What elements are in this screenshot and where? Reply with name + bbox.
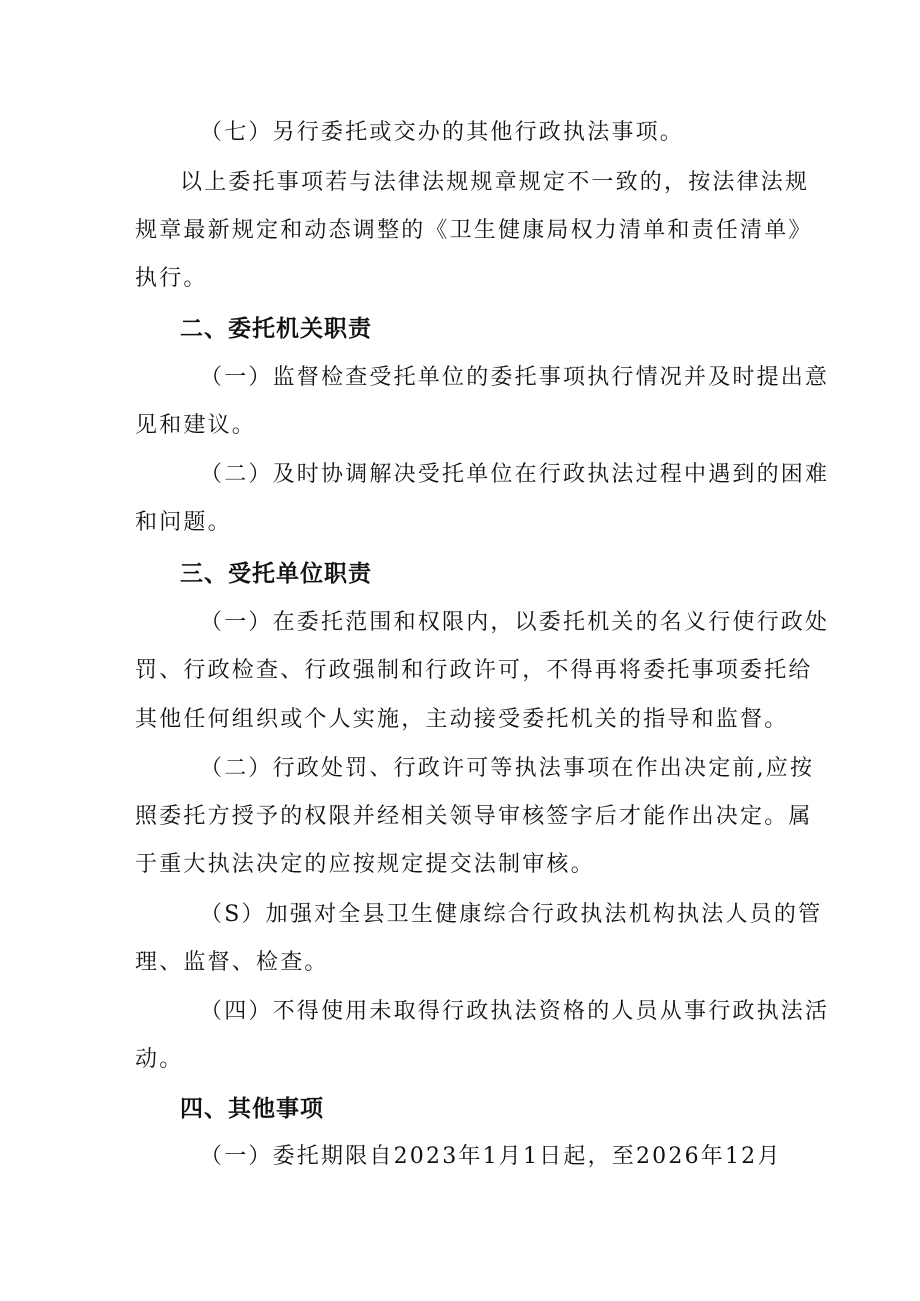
paragraph-line: 和问题。 — [135, 510, 232, 535]
paragraph-line: 照委托方授予的权限并经相关领导审核签字后才能作出决定。属 — [135, 804, 813, 829]
paragraph-line: 以上委托事项若与法律法规规章规定不一致的，按法律法规 — [180, 170, 810, 195]
paragraph-line: 罚、行政检查、行政强制和行政许可，不得再将委托事项委托给 — [135, 658, 813, 683]
paragraph-line: 规章最新规定和动态调整的《卫生健康局权力清单和责任清单》 — [135, 218, 813, 243]
paragraph-line: （一）委托期限自2023年1月1日起，至2026年12月 — [200, 1144, 782, 1169]
paragraph-item-seven: （七）另行委托或交办的其他行政执法事项。 — [200, 120, 685, 145]
paragraph-line: （二）及时协调解决受托单位在行政执法过程中遇到的困难 — [200, 462, 830, 487]
paragraph-line: 动。 — [135, 1047, 184, 1072]
paragraph-line: 理、监督、检查。 — [135, 950, 329, 975]
section-heading-3: 三、受托单位职责 — [180, 561, 372, 587]
section-heading-2: 二、委托机关职责 — [180, 316, 372, 342]
paragraph-line: （四）不得使用未取得行政执法资格的人员从事行政执法活 — [200, 999, 830, 1024]
paragraph-line: （二）行政处罚、行政许可等执法事项在作出决定前,应按 — [200, 756, 815, 781]
paragraph-line: 于重大执法决定的应按规定提交法制审核。 — [135, 852, 595, 877]
paragraph-line: 见和建议。 — [135, 413, 257, 438]
section-heading-4: 四、其他事项 — [180, 1096, 324, 1122]
paragraph-line: 其他任何组织或个人实施，主动接受委托机关的指导和监督。 — [135, 707, 789, 732]
paragraph-line: （S）加强对全县卫生健康综合行政执法机构执法人员的管 — [200, 902, 823, 927]
paragraph-line: （一）监督检查受托单位的委托事项执行情况并及时提出意 — [200, 365, 830, 390]
paragraph-line: 执行。 — [135, 266, 208, 291]
paragraph-line: （一）在委托范围和权限内，以委托机关的名义行使行政处 — [200, 610, 830, 635]
